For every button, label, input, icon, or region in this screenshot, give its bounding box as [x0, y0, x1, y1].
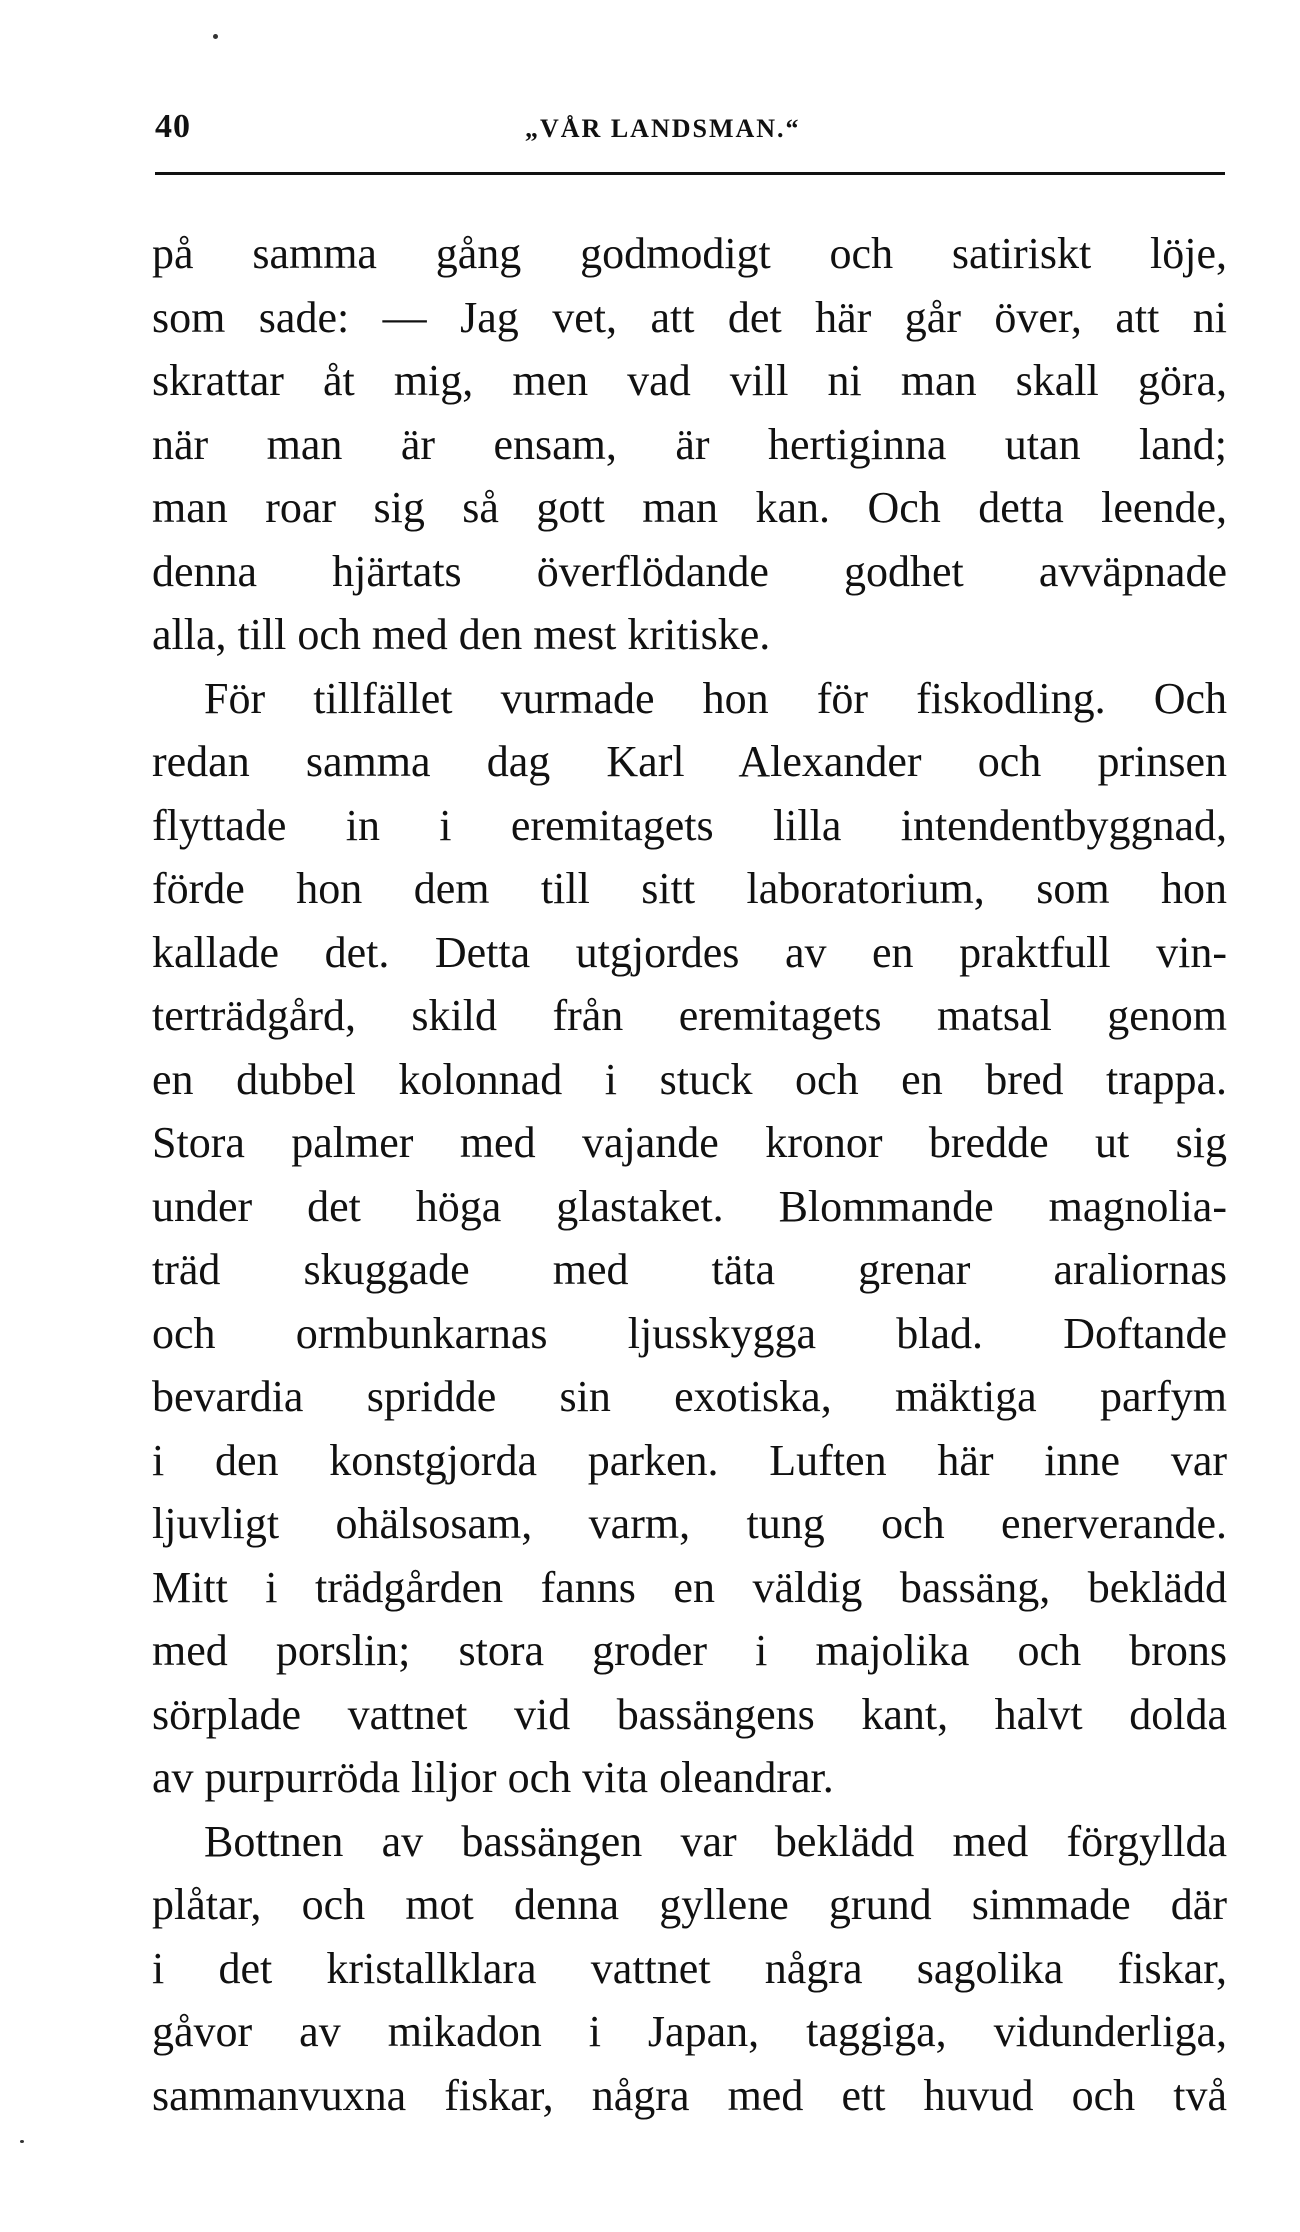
text-line: Mitt i trädgården fanns en väldig bassäng, beklädd: [152, 1562, 1227, 1612]
text-line: en dubbel kolonnad i stuck och en bred trappa.: [152, 1054, 1227, 1104]
text-line: gåvor av mikadon i Japan, taggiga, vidunderliga,: [152, 2007, 1227, 2056]
text-line: Stora palmer med vajande kronor bredde ut sig: [152, 1118, 1227, 1167]
page-header: [155, 108, 1225, 164]
text-line: ljuvligt ohälsosam, varm, tung och enerverande.: [152, 1499, 1227, 1548]
text-line: i det kristallklara vattnet några sagolika fiskar,: [152, 1943, 1227, 1993]
page-speck: [20, 2140, 24, 2143]
text-line: träd skuggade med täta grenar araliornas: [152, 1245, 1227, 1294]
page-speck: [213, 34, 218, 39]
text-line: sörplade vattnet vid bassängens kant, halvt dolda: [152, 1689, 1227, 1739]
text-line: terträdgård, skild från eremitagets matsal genom: [152, 991, 1227, 1040]
text-line: på samma gång godmodigt och satiriskt löje,: [152, 229, 1227, 278]
text-line: För tillfället vurmade hon för fiskodling. Och: [204, 673, 1227, 723]
running-title: „VÅR LANDSMAN.“: [525, 114, 801, 143]
text-line: Bottnen av bassängen var beklädd med förgyllda: [204, 1816, 1227, 1866]
text-line: flyttade in i eremitagets lilla intendentbyggnad,: [152, 800, 1227, 850]
text-line: bevardia spridde sin exotiska, mäktiga parfym: [152, 1372, 1227, 1421]
text-line: av purpurröda liljor och vita oleandrar.: [152, 1753, 834, 1802]
text-line: som sade: — Jag vet, att det här går över, att ni: [152, 292, 1227, 342]
text-line: med porslin; stora groder i majolika och brons: [152, 1626, 1227, 1675]
text-line: under det höga glastaket. Blommande magnolia-: [152, 1181, 1227, 1231]
text-line: redan samma dag Karl Alexander och prinsen: [152, 737, 1227, 786]
text-line: förde hon dem till sitt laboratorium, som hon: [152, 864, 1227, 913]
header-rule: [155, 172, 1225, 175]
text-line: i den konstgjorda parken. Luften här inne var: [152, 1435, 1227, 1485]
text-line: och ormbunkarnas ljusskygga blad. Doftande: [152, 1308, 1227, 1358]
text-line: man roar sig så gott man kan. Och detta leende,: [152, 483, 1227, 532]
text-line: plåtar, och mot denna gyllene grund simmade där: [152, 1880, 1227, 1929]
page-number: 40: [155, 108, 191, 145]
text-line: skrattar åt mig, men vad vill ni man skall göra,: [152, 356, 1227, 405]
body-text: [152, 222, 1227, 2127]
text-line: denna hjärtats överflödande godhet avväpnade: [152, 546, 1227, 596]
text-line: när man är ensam, är hertiginna utan land;: [152, 419, 1227, 469]
text-line: sammanvuxna fiskar, några med ett huvud och två: [152, 2070, 1227, 2120]
text-line: alla, till och med den mest kritiske.: [152, 610, 771, 659]
text-line: kallade det. Detta utgjordes av en praktfull vin-: [152, 927, 1227, 977]
